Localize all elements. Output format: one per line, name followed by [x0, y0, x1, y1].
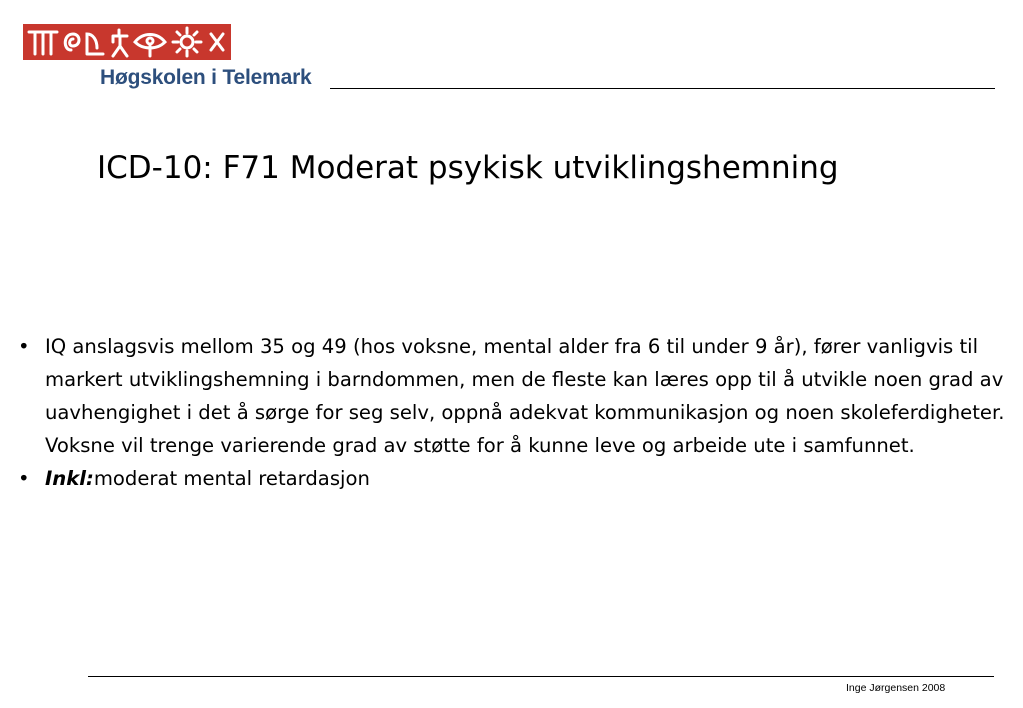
bullet-icon: •	[18, 467, 30, 490]
footer-credit: Inge Jørgensen 2008	[846, 682, 946, 694]
bullet-icon: •	[18, 335, 30, 358]
organization-name: Høgskolen i Telemark	[100, 66, 312, 89]
list-item	[18, 462, 1016, 495]
header-divider	[330, 88, 995, 89]
inkl-text: moderat mental retardasjon	[93, 467, 370, 490]
bullet-list	[18, 330, 1016, 495]
bullet-text: IQ anslagsvis mellom 35 og 49 (hos voksne, mental alder fra 6 til under 9 år), fører vanligvis til markert utviklingshemning i barndommen, men de fleste kan læres opp til å utvikle noen grad av uavhengighet i det å sørge for seg selv, oppnå adekvat kommunikasjon og noen skoleferdigheter. Voksne vil trenge varierende grad av støtte for å kunne leve og arbeide ute i samfunnet.	[45, 335, 1005, 457]
slide-title: ICD-10: F71 Moderat psykisk utviklingshemning	[97, 150, 839, 186]
list-item	[18, 330, 1016, 462]
logo-band	[23, 24, 231, 60]
inkl-label: Inkl:	[45, 467, 94, 490]
footer-divider	[88, 676, 994, 677]
petroglyph-symbols-logo-icon	[23, 24, 231, 60]
bullet-text-inkl	[45, 462, 1016, 495]
